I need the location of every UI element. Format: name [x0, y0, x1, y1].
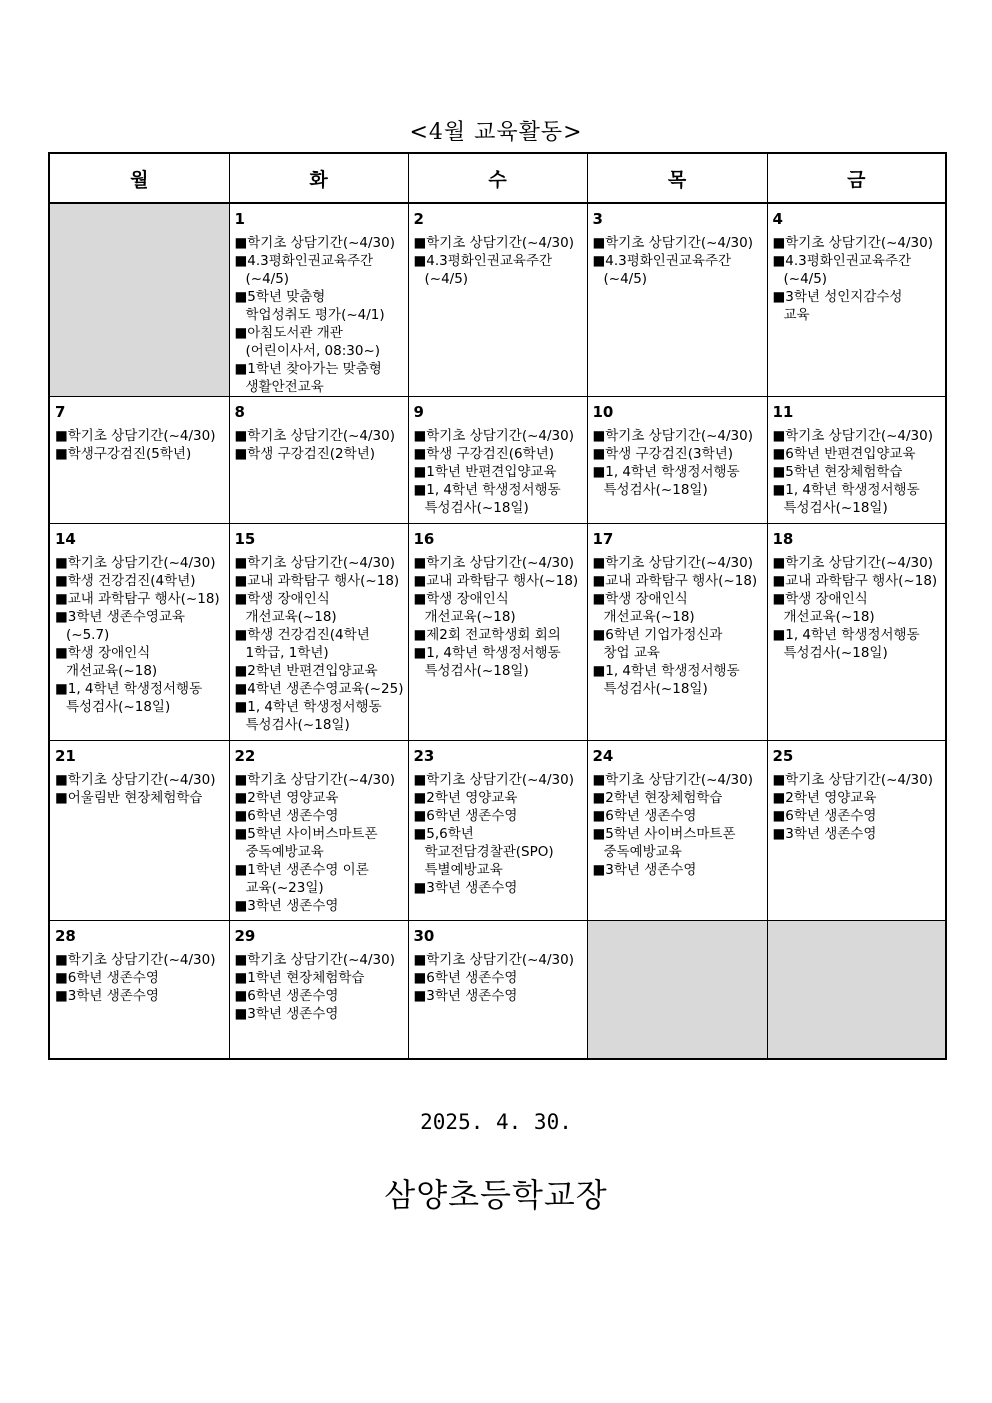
- event-item: ■3학년 생존수영교육(~5.7): [55, 609, 185, 643]
- day-number: 25: [772, 747, 794, 765]
- event-item: ■학기초 상담기간(~4/30): [592, 555, 753, 571]
- event-item: ■4.3평화인권교육주간 (~4/5): [413, 253, 553, 287]
- day-number: 8: [234, 403, 245, 421]
- event-item: ■3학년 생존수영: [234, 1006, 339, 1022]
- event-item: ■교내 과학탐구 행사(~18): [592, 573, 758, 589]
- day-number: 1: [234, 210, 245, 228]
- weekday-header: 수: [408, 153, 587, 203]
- event-item: ■3학년 생존수영: [592, 862, 697, 878]
- event-item: ■학기초 상담기간(~4/30): [592, 772, 753, 788]
- event-item: ■학생 장애인식 개선교육(~18): [55, 645, 158, 679]
- event-item: ■3학년 성인지감수성 교육: [772, 289, 903, 323]
- day-cell: [408, 203, 587, 397]
- weekday-header: 화: [229, 153, 408, 203]
- event-item: ■학기초 상담기간(~4/30): [772, 428, 933, 444]
- event-item: ■학기초 상담기간(~4/30): [592, 235, 753, 251]
- event-item: ■학기초 상담기간(~4/30): [413, 555, 574, 571]
- event-item: ■1학년 생존수영 이론 교육(~23일): [234, 862, 369, 896]
- event-item: ■6학년 기업가정신과 창업 교육: [592, 627, 723, 661]
- event-item: ■교내 과학탐구 행사(~18): [413, 573, 579, 589]
- event-item: ■4.3평화인권교육주간 (~4/5): [772, 253, 912, 287]
- document-date: 2025. 4. 30.: [420, 1110, 572, 1134]
- event-item: ■3학년 생존수영: [55, 988, 159, 1004]
- day-number: 22: [234, 747, 256, 765]
- calendar-body: [49, 203, 946, 1059]
- day-number: 21: [55, 747, 76, 765]
- event-item: ■4학년 생존수영교육(~25): [234, 681, 404, 697]
- event-item: ■3학년 생존수영: [413, 880, 518, 896]
- day-number: 7: [55, 403, 66, 421]
- event-item: ■3학년 생존수영: [234, 898, 339, 914]
- day-number: 2: [413, 210, 424, 228]
- day-cell: [408, 524, 587, 741]
- event-item: ■학생 건강검진(4학년): [55, 573, 196, 589]
- event-item: ■4.3평화인권교육주간 (~4/5): [592, 253, 732, 287]
- event-item: ■학기초 상담기간(~4/30): [234, 235, 395, 251]
- day-number: 16: [413, 530, 435, 548]
- day-number: 4: [772, 210, 783, 228]
- event-item: ■1학년 반편견입양교육: [413, 464, 557, 480]
- day-number: 9: [413, 403, 424, 421]
- event-item: ■아침도서관 개관 (어린이사서, 08:30~): [234, 325, 381, 359]
- day-number: 14: [55, 530, 76, 548]
- day-cell: [587, 741, 767, 921]
- day-number: 15: [234, 530, 256, 548]
- event-item: ■6학년 생존수영: [234, 808, 339, 824]
- event-item: ■6학년 생존수영: [413, 970, 518, 986]
- day-cell: [408, 741, 587, 921]
- day-cell: [767, 524, 946, 741]
- week-row: [49, 921, 946, 1059]
- day-cell: [408, 397, 587, 524]
- week-row: [49, 741, 946, 921]
- event-item: ■1, 4학년 학생정서행동 특성검사(~18일): [592, 663, 740, 697]
- weekday-header-row: [49, 153, 946, 203]
- day-cell: [229, 741, 408, 921]
- event-item: ■6학년 생존수영: [592, 808, 697, 824]
- week-row: [49, 203, 946, 397]
- event-item: ■학생 구강검진(2학년): [234, 446, 375, 462]
- event-item: ■학생 장애인식 개선교육(~18): [772, 591, 875, 625]
- event-item: ■5학년 맞춤형 학업성취도 평가(~4/1): [234, 289, 385, 323]
- day-number: 3: [592, 210, 603, 228]
- event-item: ■학생 장애인식 개선교육(~18): [234, 591, 337, 625]
- event-item: ■학생 구강검진(3학년): [592, 446, 733, 462]
- day-cell: [49, 397, 229, 524]
- event-item: ■학기초 상담기간(~4/30): [772, 555, 933, 571]
- day-cell: [49, 921, 229, 1059]
- day-cell: [229, 524, 408, 741]
- event-item: ■학기초 상담기간(~4/30): [234, 772, 395, 788]
- event-item: ■학기초 상담기간(~4/30): [772, 772, 933, 788]
- day-cell: [767, 203, 946, 397]
- event-item: ■학기초 상담기간(~4/30): [413, 428, 574, 444]
- day-number: 29: [234, 927, 256, 945]
- event-item: ■학기초 상담기간(~4/30): [234, 428, 395, 444]
- event-item: ■학기초 상담기간(~4/30): [413, 772, 574, 788]
- day-cell: [767, 741, 946, 921]
- event-item: ■1, 4학년 학생정서행동 특성검사(~18일): [413, 482, 561, 516]
- day-number: 10: [592, 403, 614, 421]
- event-item: ■어울림반 현장체험학습: [55, 790, 203, 806]
- signer-name: 삼양초등학교장: [384, 1176, 608, 1214]
- event-item: ■교내 과학탐구 행사(~18): [234, 573, 400, 589]
- event-item: ■학기초 상담기간(~4/30): [55, 952, 216, 968]
- event-item: ■1학년 현장체험학습: [234, 970, 365, 986]
- event-item: ■6학년 생존수영: [413, 808, 518, 824]
- event-item: ■6학년 생존수영: [234, 988, 339, 1004]
- event-item: ■학생구강검진(5학년): [55, 446, 192, 462]
- event-item: ■3학년 생존수영: [413, 988, 518, 1004]
- event-item: ■학기초 상담기간(~4/30): [234, 952, 395, 968]
- event-item: ■학생 구강검진(6학년): [413, 446, 554, 462]
- event-item: ■1학년 찾아가는 맞춤형 생활안전교육: [234, 361, 382, 395]
- event-item: ■1, 4학년 학생정서행동 특성검사(~18일): [234, 699, 382, 733]
- event-item: ■학기초 상담기간(~4/30): [55, 428, 216, 444]
- event-item: ■4.3평화인권교육주간 (~4/5): [234, 253, 374, 287]
- day-cell: [229, 203, 408, 397]
- event-item: ■학기초 상담기간(~4/30): [772, 235, 933, 251]
- day-cell: [49, 741, 229, 921]
- event-item: ■교내 과학탐구 행사(~18): [772, 573, 938, 589]
- event-item: ■2학년 영양교육: [772, 790, 877, 806]
- week-row: [49, 524, 946, 741]
- event-item: ■1, 4학년 학생정서행동 특성검사(~18일): [55, 681, 203, 715]
- day-number: 18: [772, 530, 794, 548]
- page-title: <4월 교육활동>: [409, 120, 583, 145]
- event-item: ■학생 장애인식 개선교육(~18): [592, 591, 695, 625]
- day-cell: [767, 397, 946, 524]
- day-cell: [229, 921, 408, 1059]
- event-item: ■5,6학년 학교전담경찰관(SPO) 특별예방교육: [413, 826, 554, 878]
- event-item: ■5학년 사이버스마트폰 중독예방교육: [234, 826, 378, 860]
- event-item: ■1, 4학년 학생정서행동 특성검사(~18일): [772, 482, 920, 516]
- event-item: ■학기초 상담기간(~4/30): [413, 235, 574, 251]
- event-item: ■학기초 상담기간(~4/30): [234, 555, 395, 571]
- event-item: ■학기초 상담기간(~4/30): [55, 772, 216, 788]
- event-item: ■5학년 현장체험학습: [772, 464, 903, 480]
- event-item: ■1, 4학년 학생정서행동 특성검사(~18일): [592, 464, 740, 498]
- week-row: [49, 397, 946, 524]
- event-item: ■2학년 반편견입양교육: [234, 663, 378, 679]
- day-number: 30: [413, 927, 435, 945]
- empty-day-cell: [49, 203, 229, 397]
- event-item: ■6학년 생존수영: [55, 970, 159, 986]
- event-item: ■학기초 상담기간(~4/30): [413, 952, 574, 968]
- event-item: ■6학년 생존수영: [772, 808, 877, 824]
- day-cell: [587, 203, 767, 397]
- calendar-table: [48, 152, 947, 1060]
- weekday-header: 목: [587, 153, 767, 203]
- day-number: 28: [55, 927, 76, 945]
- event-item: ■2학년 영양교육: [413, 790, 518, 806]
- weekday-header: 월: [49, 153, 229, 203]
- day-cell: [49, 524, 229, 741]
- day-cell: [587, 397, 767, 524]
- empty-day-cell: [587, 921, 767, 1059]
- weekday-header: 금: [767, 153, 946, 203]
- day-cell: [229, 397, 408, 524]
- day-number: 24: [592, 747, 614, 765]
- day-number: 17: [592, 530, 614, 548]
- empty-day-cell: [767, 921, 946, 1059]
- event-item: ■학기초 상담기간(~4/30): [55, 555, 216, 571]
- day-number: 23: [413, 747, 435, 765]
- event-item: ■제2회 전교학생회 회의: [413, 627, 561, 643]
- event-item: ■1, 4학년 학생정서행동 특성검사(~18일): [772, 627, 920, 661]
- event-item: ■3학년 생존수영: [772, 826, 877, 842]
- event-item: ■2학년 영양교육: [234, 790, 339, 806]
- day-cell: [587, 524, 767, 741]
- event-item: ■학기초 상담기간(~4/30): [592, 428, 753, 444]
- event-item: ■학생 장애인식 개선교육(~18): [413, 591, 516, 625]
- event-item: ■6학년 반편견입양교육: [772, 446, 916, 462]
- event-item: ■2학년 현장체험학습: [592, 790, 723, 806]
- event-item: ■교내 과학탐구 행사(~18): [55, 591, 220, 607]
- event-item: ■1, 4학년 학생정서행동 특성검사(~18일): [413, 645, 561, 679]
- day-cell: [408, 921, 587, 1059]
- event-item: ■학생 건강검진(4학년 1학급, 1학년): [234, 627, 370, 661]
- event-item: ■5학년 사이버스마트폰 중독예방교육: [592, 826, 736, 860]
- day-number: 11: [772, 403, 794, 421]
